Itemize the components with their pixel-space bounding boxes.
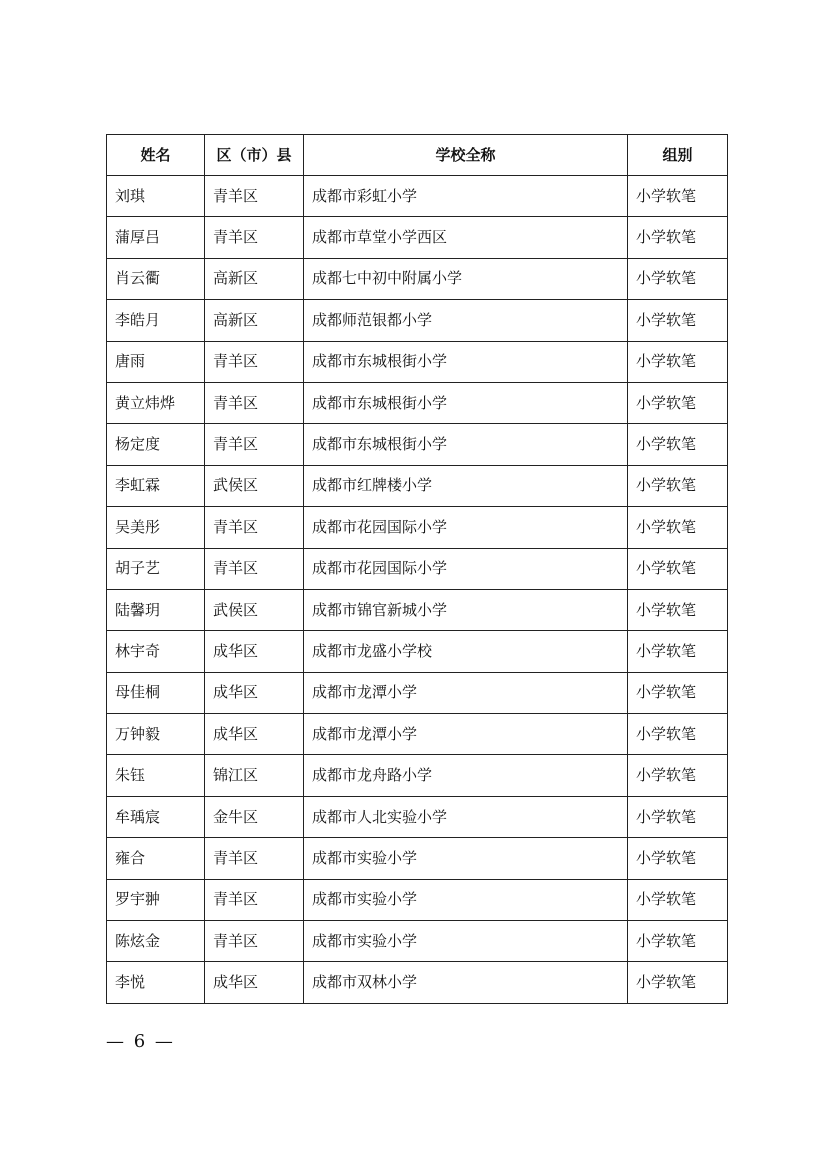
table-header	[107, 135, 728, 176]
cell-group: 小学软笔	[628, 755, 728, 796]
cell-district: 青羊区	[205, 382, 304, 423]
award-roster-table	[106, 134, 728, 1004]
cell-school: 成都市花园国际小学	[304, 548, 628, 589]
cell-school: 成都市彩虹小学	[304, 176, 628, 217]
cell-group: 小学软笔	[628, 382, 728, 423]
cell-group: 小学软笔	[628, 838, 728, 879]
cell-district: 青羊区	[205, 507, 304, 548]
table-row	[107, 217, 728, 258]
table-row	[107, 962, 728, 1003]
cell-school: 成都师范银都小学	[304, 300, 628, 341]
table-row	[107, 672, 728, 713]
cell-school: 成都市双林小学	[304, 962, 628, 1003]
table-row	[107, 382, 728, 423]
table-row	[107, 589, 728, 630]
cell-district: 高新区	[205, 258, 304, 299]
cell-school: 成都市东城根街小学	[304, 382, 628, 423]
cell-group: 小学软笔	[628, 589, 728, 630]
table-row	[107, 258, 728, 299]
table-row	[107, 300, 728, 341]
cell-district: 青羊区	[205, 921, 304, 962]
cell-name: 肖云衢	[107, 258, 205, 299]
cell-name: 朱钰	[107, 755, 205, 796]
cell-name: 刘琪	[107, 176, 205, 217]
cell-group: 小学软笔	[628, 921, 728, 962]
table-body	[107, 176, 728, 1004]
cell-group: 小学软笔	[628, 796, 728, 837]
table-row	[107, 879, 728, 920]
cell-school: 成都市龙潭小学	[304, 672, 628, 713]
cell-district: 武侯区	[205, 465, 304, 506]
header-school: 学校全称	[304, 135, 628, 176]
cell-group: 小学软笔	[628, 341, 728, 382]
cell-district: 高新区	[205, 300, 304, 341]
cell-name: 万钟毅	[107, 714, 205, 755]
table-row	[107, 424, 728, 465]
cell-district: 成华区	[205, 962, 304, 1003]
cell-group: 小学软笔	[628, 548, 728, 589]
cell-name: 牟瑀宸	[107, 796, 205, 837]
cell-group: 小学软笔	[628, 300, 728, 341]
cell-district: 成华区	[205, 672, 304, 713]
cell-school: 成都市龙盛小学校	[304, 631, 628, 672]
table-row	[107, 507, 728, 548]
cell-school: 成都市实验小学	[304, 838, 628, 879]
cell-school: 成都市锦官新城小学	[304, 589, 628, 630]
table-row	[107, 465, 728, 506]
cell-school: 成都市实验小学	[304, 921, 628, 962]
cell-school: 成都市龙潭小学	[304, 714, 628, 755]
cell-name: 林宇奇	[107, 631, 205, 672]
page-number: — 6 —	[106, 1031, 175, 1052]
cell-name: 蒲厚吕	[107, 217, 205, 258]
cell-district: 青羊区	[205, 424, 304, 465]
cell-district: 武侯区	[205, 589, 304, 630]
cell-group: 小学软笔	[628, 714, 728, 755]
cell-district: 青羊区	[205, 176, 304, 217]
table-row	[107, 176, 728, 217]
header-district: 区（市）县	[205, 135, 304, 176]
cell-name: 黄立炜烨	[107, 382, 205, 423]
cell-district: 青羊区	[205, 217, 304, 258]
cell-name: 陈炫金	[107, 921, 205, 962]
header-group: 组别	[628, 135, 728, 176]
cell-name: 杨定度	[107, 424, 205, 465]
cell-name: 母佳桐	[107, 672, 205, 713]
table-row	[107, 631, 728, 672]
cell-school: 成都市实验小学	[304, 879, 628, 920]
cell-school: 成都市红牌楼小学	[304, 465, 628, 506]
cell-school: 成都市花园国际小学	[304, 507, 628, 548]
cell-district: 金牛区	[205, 796, 304, 837]
cell-district: 青羊区	[205, 838, 304, 879]
cell-school: 成都市草堂小学西区	[304, 217, 628, 258]
cell-school: 成都市人北实验小学	[304, 796, 628, 837]
cell-group: 小学软笔	[628, 631, 728, 672]
table-row	[107, 341, 728, 382]
header-row	[107, 135, 728, 176]
cell-name: 胡子艺	[107, 548, 205, 589]
header-name: 姓名	[107, 135, 205, 176]
table-row	[107, 714, 728, 755]
table-row	[107, 838, 728, 879]
cell-group: 小学软笔	[628, 258, 728, 299]
cell-district: 青羊区	[205, 879, 304, 920]
cell-group: 小学软笔	[628, 962, 728, 1003]
cell-name: 唐雨	[107, 341, 205, 382]
cell-group: 小学软笔	[628, 672, 728, 713]
cell-name: 李虹霖	[107, 465, 205, 506]
cell-school: 成都市龙舟路小学	[304, 755, 628, 796]
cell-name: 李悦	[107, 962, 205, 1003]
cell-district: 锦江区	[205, 755, 304, 796]
cell-name: 吴美彤	[107, 507, 205, 548]
cell-name: 雍合	[107, 838, 205, 879]
cell-group: 小学软笔	[628, 217, 728, 258]
cell-district: 成华区	[205, 631, 304, 672]
cell-group: 小学软笔	[628, 424, 728, 465]
cell-district: 成华区	[205, 714, 304, 755]
table-row	[107, 796, 728, 837]
cell-district: 青羊区	[205, 548, 304, 589]
cell-name: 陆馨玥	[107, 589, 205, 630]
cell-group: 小学软笔	[628, 507, 728, 548]
table-row	[107, 921, 728, 962]
cell-school: 成都市东城根街小学	[304, 424, 628, 465]
cell-district: 青羊区	[205, 341, 304, 382]
cell-name: 李皓月	[107, 300, 205, 341]
cell-group: 小学软笔	[628, 879, 728, 920]
cell-name: 罗宇翀	[107, 879, 205, 920]
table-row	[107, 755, 728, 796]
cell-school: 成都市东城根街小学	[304, 341, 628, 382]
cell-group: 小学软笔	[628, 176, 728, 217]
cell-school: 成都七中初中附属小学	[304, 258, 628, 299]
table-row	[107, 548, 728, 589]
cell-group: 小学软笔	[628, 465, 728, 506]
